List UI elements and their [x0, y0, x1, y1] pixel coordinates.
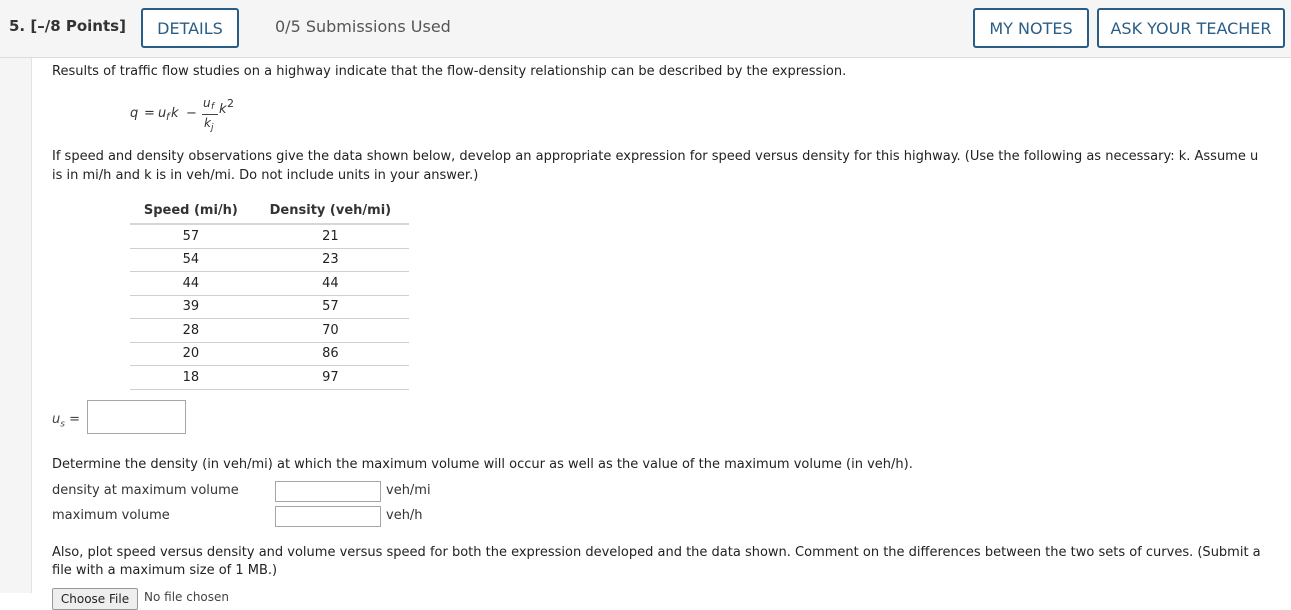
formula-denominator-j: j — [211, 123, 214, 133]
table-header-row — [130, 198, 409, 224]
formula-q: q — [130, 106, 139, 121]
table-row — [130, 224, 409, 248]
formula-k: k — [171, 106, 179, 121]
speed-cell: 54 — [130, 248, 252, 272]
speed-cell: 28 — [130, 319, 252, 343]
instructions-line1: If speed and density observations give the data shown below, develop an appropriate expression for speed versus density for this highway. (Use the following as necessary: k. Assume u — [52, 149, 1259, 164]
density-cell: 44 — [252, 272, 409, 296]
flow-density-formula — [130, 96, 250, 141]
details-button[interactable]: DETAILS — [141, 8, 239, 48]
formula-numerator-f: f — [211, 102, 215, 112]
formula-fraction-bar — [202, 114, 218, 115]
file-status: No file chosen — [144, 590, 230, 604]
formula-u: u — [158, 106, 167, 121]
density-column-header: Density (veh/mi) — [252, 198, 409, 224]
table-row — [130, 295, 409, 319]
speed-column-header: Speed (mi/h) — [130, 198, 252, 224]
left-margin-bar — [0, 58, 32, 593]
speed-cell: 20 — [130, 342, 252, 366]
density-cell: 86 — [252, 342, 409, 366]
speed-cell: 57 — [130, 224, 252, 248]
density-cell: 23 — [252, 248, 409, 272]
us-label-equals: = — [69, 412, 80, 427]
submissions-used: 0/5 Submissions Used — [275, 17, 451, 36]
instructions-line2: is in mi/h and k is in veh/mi. Do not include units in your answer.) — [52, 168, 479, 183]
us-label-u: u — [52, 412, 61, 427]
question-header — [0, 0, 1291, 58]
part3-line1: Also, plot speed versus density and volume versus speed for both the expression developed and the data shown. Comment on the differences between the two sets of curves. (Submit a — [52, 545, 1261, 560]
choose-file-button[interactable]: Choose File — [52, 588, 138, 610]
table-row — [130, 248, 409, 272]
speed-density-table — [130, 198, 409, 390]
formula-numerator-u: u — [203, 96, 211, 110]
formula-sub-f: f — [166, 112, 170, 123]
formula-squared: 2 — [227, 97, 234, 110]
table-row — [130, 272, 409, 296]
formula-denominator-k: k — [204, 116, 211, 130]
my-notes-button[interactable]: MY NOTES — [973, 8, 1089, 48]
ask-teacher-button[interactable]: ASK YOUR TEACHER — [1097, 8, 1285, 48]
density-cell: 57 — [252, 295, 409, 319]
speed-cell: 18 — [130, 366, 252, 390]
formula-minus: − — [186, 106, 197, 121]
us-answer-input[interactable] — [87, 400, 186, 434]
density-cell: 97 — [252, 366, 409, 390]
volume-answer-input[interactable] — [275, 506, 381, 527]
formula-equals: = — [144, 106, 155, 121]
volume-unit: veh/h — [386, 508, 423, 523]
part2-prompt: Determine the density (in veh/mi) at which the maximum volume will occur as well as the value of the maximum volume (in veh/h). — [52, 457, 913, 472]
us-label — [52, 412, 80, 430]
speed-cell: 44 — [130, 272, 252, 296]
table-row — [130, 342, 409, 366]
density-label: density at maximum volume — [52, 483, 239, 498]
density-cell: 21 — [252, 224, 409, 248]
speed-cell: 39 — [130, 295, 252, 319]
question-intro: Results of traffic flow studies on a highway indicate that the flow-density relationship can be described by the expression. — [52, 64, 847, 79]
density-cell: 70 — [252, 319, 409, 343]
table-row — [130, 319, 409, 343]
density-answer-input[interactable] — [275, 481, 381, 502]
density-unit: veh/mi — [386, 483, 431, 498]
table-row — [130, 366, 409, 390]
us-label-sub: s — [60, 419, 65, 430]
volume-label: maximum volume — [52, 508, 170, 523]
part3-line2: file with a maximum size of 1 MB.) — [52, 563, 278, 578]
formula-k2: k — [219, 102, 227, 117]
question-points: 5. [–/8 Points] — [9, 17, 126, 35]
